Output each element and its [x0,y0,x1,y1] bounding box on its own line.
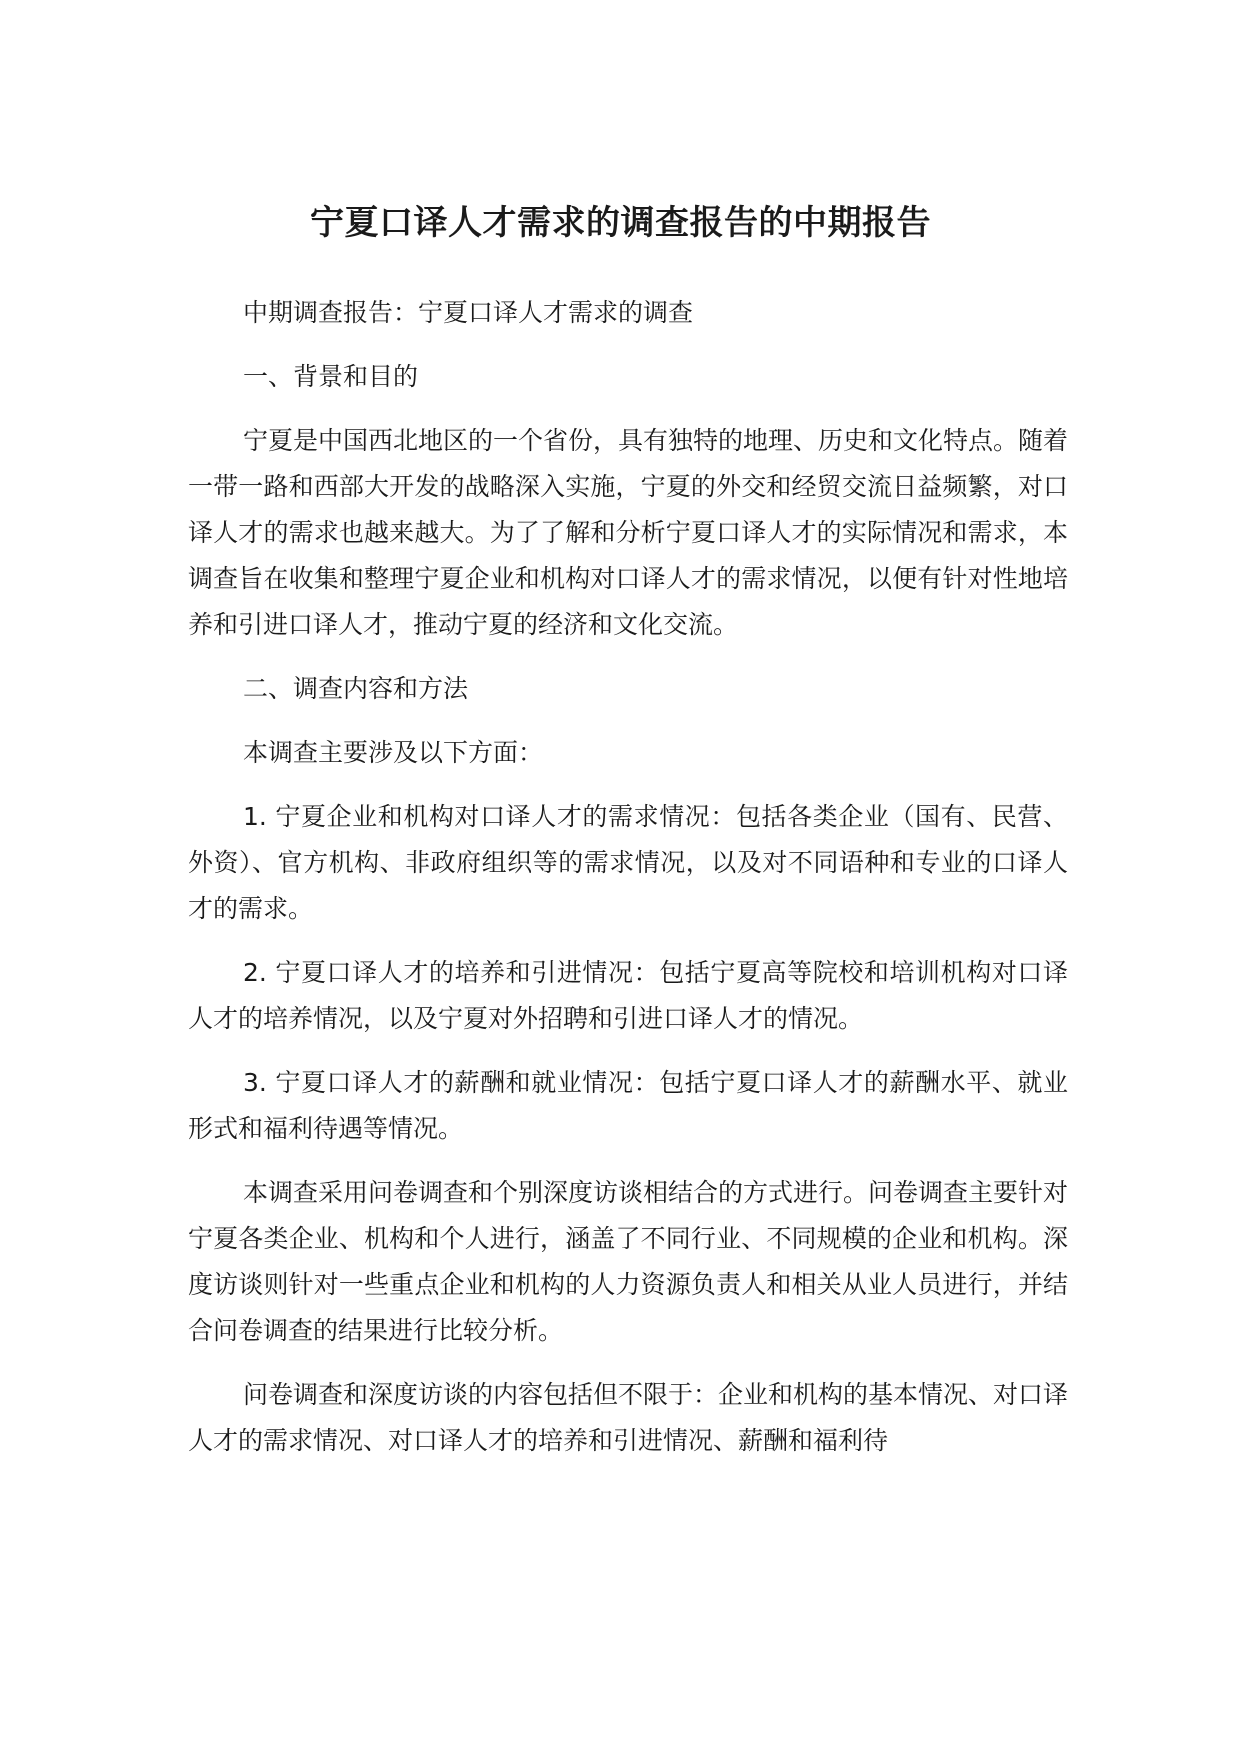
list-item-2: 2. 宁夏口译人才的培养和引进情况：包括宁夏高等院校和培训机构对口译人才的培养情况，以及宁夏对外招聘和引进口译人才的情况。 [188,958,1068,1033]
paragraph-subtitle: 中期调查报告：宁夏口译人才需求的调查 [243,298,694,327]
paragraph-intro-aspects: 本调查主要涉及以下方面： [243,738,544,767]
document-body [188,290,1068,1482]
list-item-3: 3. 宁夏口译人才的薪酬和就业情况：包括宁夏口译人才的薪酬水平、就业形式和福利待遇等情况。 [188,1068,1068,1143]
document-title: 宁夏口译人才需求的调查报告的中期报告 [310,202,931,243]
paragraph-survey-content: 问卷调查和深度访谈的内容包括但不限于：企业和机构的基本情况、对口译人才的需求情况、对口译人才的培养和引进情况、薪酬和福利待 [188,1380,1069,1455]
paragraph-methodology: 本调查采用问卷调查和个别深度访谈相结合的方式进行。问卷调查主要针对宁夏各类企业、机构和个人进行，涵盖了不同行业、不同规模的企业和机构。深度访谈则针对一些重点企业和机构的人力资源负责人和相关从业人员进行，并结合问卷调查的结果进行比较分析。 [188,1178,1069,1345]
section-heading-methods: 二、调查内容和方法 [243,674,469,703]
section-heading-background: 一、背景和目的 [243,362,419,391]
paragraph-background: 宁夏是中国西北地区的一个省份，具有独特的地理、历史和文化特点。随着一带一路和西部大开发的战略深入实施，宁夏的外交和经贸交流日益频繁，对口译人才的需求也越来越大。为了了解和分析宁夏口译人才的实际情况和需求，本调查旨在收集和整理宁夏企业和机构对口译人才的需求情况，以便有针对性地培养和引进口译人才，推动宁夏的经济和文化交流。 [188,426,1069,639]
list-item-1: 1. 宁夏企业和机构对口译人才的需求情况：包括各类企业（国有、民营、外资）、官方机构、非政府组织等的需求情况，以及对不同语种和专业的口译人才的需求。 [188,802,1068,923]
